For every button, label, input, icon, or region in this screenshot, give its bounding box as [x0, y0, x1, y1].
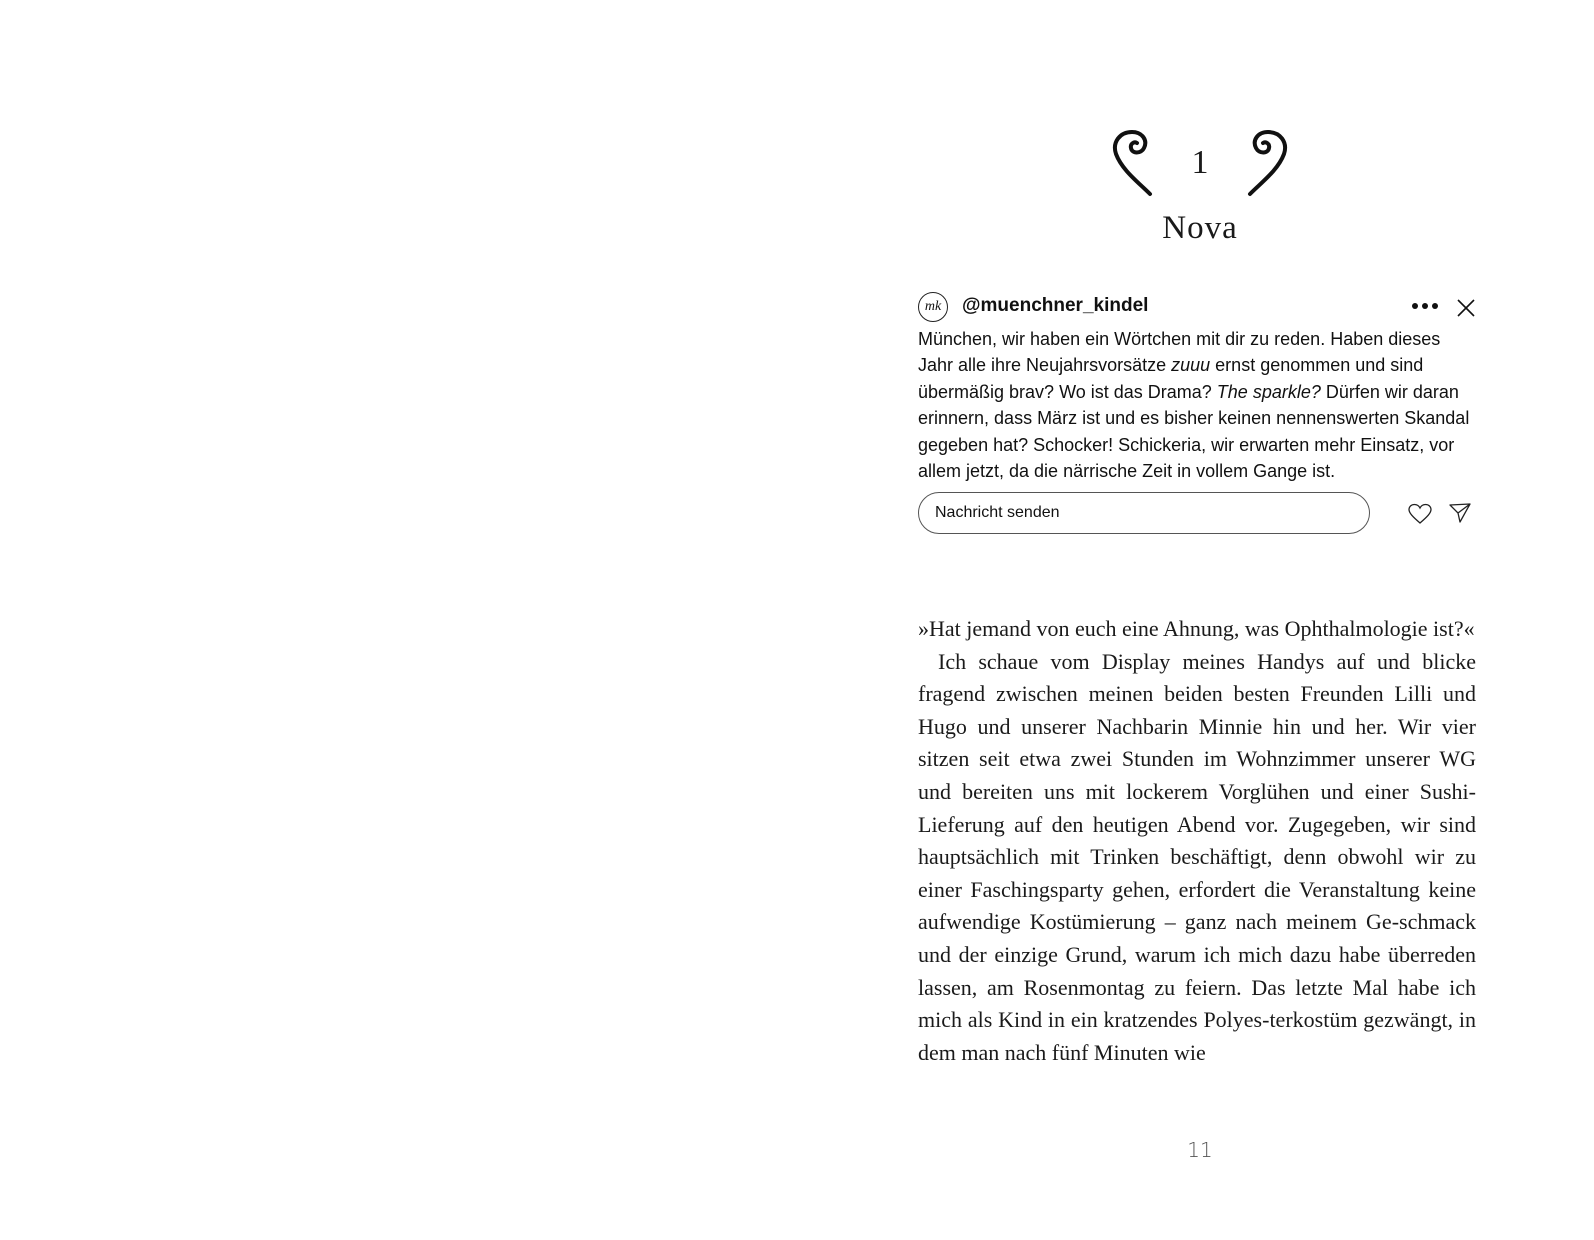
post-text-part: Dürfen wir daran erinnern, dass März ist und es bisher keinen nennenswerten Skandal gegeben hat? Schocker! Schickeria, wir erwarten mehr Einsatz, vor allem jetzt, da die närrische Zeit in vollem Gange ist. — [918, 381, 1470, 482]
chapter-number: 1 — [1191, 144, 1209, 181]
send-icon[interactable] — [1448, 502, 1472, 524]
post-caption — [918, 326, 1476, 484]
more-dots-icon[interactable] — [1410, 296, 1440, 316]
post-text-italic: zuuu — [1171, 355, 1211, 376]
message-row — [918, 492, 1476, 538]
swirl-ornament-right-icon — [1246, 128, 1290, 200]
post-text-italic: The sparkle? — [1216, 381, 1321, 402]
heart-icon[interactable] — [1408, 503, 1432, 525]
close-icon[interactable] — [1456, 298, 1476, 318]
post-header — [918, 288, 1476, 326]
post-text-part: München, wir haben ein Wörtchen mit dir zu reden. Haben dieses Jahr alle ihre Neujahrsvorsätze — [918, 329, 1441, 376]
social-post-card — [918, 288, 1476, 538]
message-input[interactable] — [918, 492, 1370, 534]
chapter-title: Nova — [1162, 210, 1238, 246]
chapter-heading — [1100, 128, 1300, 200]
body-text — [918, 613, 1476, 1069]
post-text-part: ernst genommen und sind übermäßig brav? Wo ist das Drama? — [918, 355, 1424, 402]
post-username[interactable]: @muenchner_kindel — [962, 295, 1149, 316]
paragraph: »Hat jemand von euch eine Ahnung, was Ophthalmologie ist?« — [918, 616, 1475, 641]
paragraph: Ich schaue vom Display meines Handys auf und blicke fragend zwischen meinen beiden besten Freunden Lilli und Hugo und unserer Nachbarin Minnie hin und her. Wir vier sitzen seit etwa zwei Stunden im Wohnzimmer unserer WG und bereiten uns mit lockerem Vorglühen und einer Sushi-Lieferung auf den heutigen Abend vor. Zugegeben, wir sind hauptsächlich mit Trinken beschäftigt, denn obwohl wir zu einer Faschingsparty gehen, erfordert die Veranstaltung keine aufwendige Kostümierung – ganz nach meinem Ge-schmack und der einzige Grund, warum ich mich dazu habe überreden lassen, am Rosenmontag zu feiern. Das letzte Mal habe ich mich als Kind in ein kratzendes Polyes-terkostüm gezwängt, in dem man nach fünf Minuten wie — [918, 648, 1476, 1065]
avatar[interactable]: mk — [918, 292, 948, 322]
page-number: 11 — [1187, 1138, 1213, 1162]
